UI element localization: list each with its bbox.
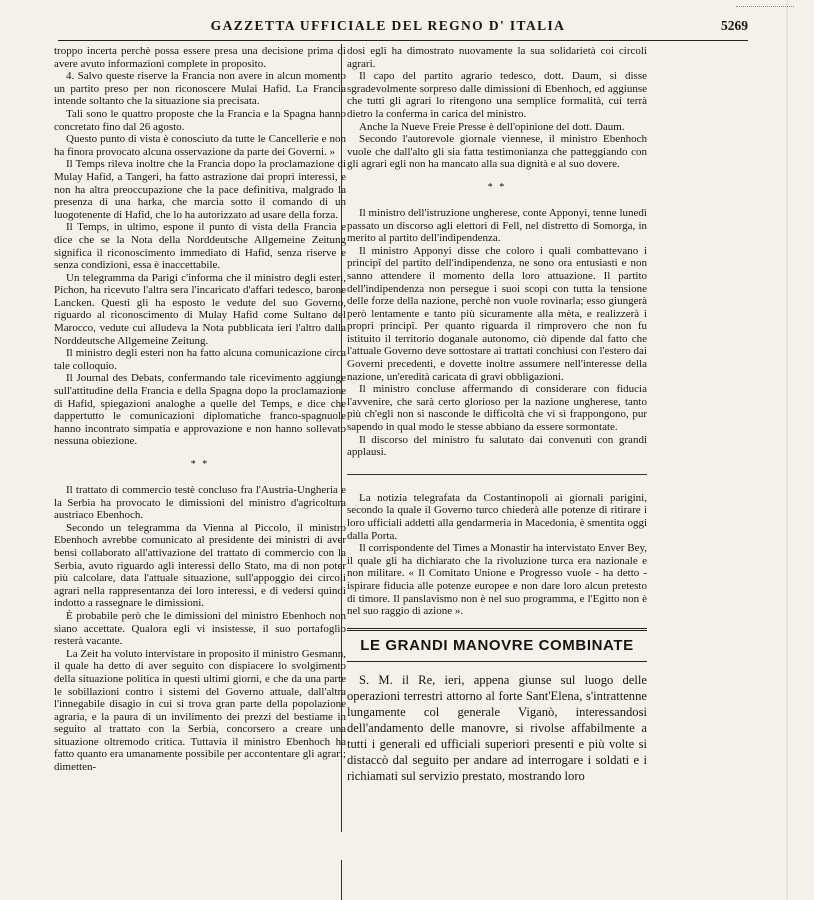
section-separator: * * xyxy=(487,181,507,193)
section-rule xyxy=(347,474,647,475)
column-divider-bottom xyxy=(341,860,342,900)
section-separator: * * xyxy=(190,459,210,470)
paragraph: Il capo del partito agrario tedesco, dott. Daum, si disse sgradevolmente sorpreso dalle dimissioni di Ebenhoch, ed aggiunse che tutti gli agrari lo ritengono una semplice formalità, cui terrà dietro la conferma in carica del ministro. xyxy=(347,70,647,120)
paragraph: 4. Salvo queste riserve la Francia non avere in alcun momento un partito preso per non riconoscere Mulai Hafid. La Francia intende soltanto che la situazione sia precisata. xyxy=(54,70,346,108)
paragraph: Il ministro Apponyi disse che coloro i quali combattevano i principî del partito dell'indipendenza, ne sono ora entusiasti e non sanno attendere il momento della loro attuazione. Il partito dell'indipendenza non persegue i suoi scopi con tutta la tensione delle forze della nazione, perchè non vuole rovinarla; esso giungerà però lentamente e tanto più sicuramente alla mèta, e realizzerà i propri principî. Per quanto riguarda il rimprovero che non fu istituito il territorio doganale autonomo, ciò dipende dal fatto che l'attuale Governo deve sottostare ai trattati conchiusi con l'estero dai Governi precedenti, e dovette inoltre assumere nell'interesse della nazione, un'eredità caricata di gravi obbligazioni. xyxy=(347,244,647,383)
paragraph: È probabile però che le dimissioni del ministro Ebenhoch non siano accettate. Qualora egli vi insistesse, il suo portafoglio resterà vacante. xyxy=(54,609,346,648)
heading-rule xyxy=(347,661,647,662)
paragraph: Un telegramma da Parigi c'informa che il ministro degli esteri, Pichon, ha ricevuto l'altra sera l'incaricato d'affari tedesco, barone Lancken. Questi gli ha esposto le vedute del suo Governo, riguardo al riconoscimento di Mulay Hafid come Sultano del Marocco, vedute cui alludeva la Nota pubblicata ieri l'altro dalla Norddeutsche Allgemeine Zeitung. xyxy=(54,271,346,347)
paragraph: Il ministro dell'istruzione ungherese, conte Apponyi, tenne lunedì passato un discorso agli elettori di Fell, nel distretto di Somorga, in merito al partito dell'indipendenza. xyxy=(347,206,647,245)
page-edge-shadow xyxy=(786,0,788,900)
section-heading: LE GRANDI MANOVRE COMBINATE xyxy=(360,636,634,654)
paragraph: S. M. il Re, ieri, appena giunse sul luogo delle operazioni terrestri attorno al forte Sant'Elena, s'intrattenne lungamente col generale Viganò, interessandosi dell'andamento delle manovre, si rivolse affabilmente a tutti i generali ed ufficiali superiori presenti e più volte si distaccò dal seguito per andare ad interrogare i soldati e i richiamati sul servizio prestato, mostrando loro xyxy=(347,672,647,783)
paragraph: Anche la Nueve Freie Presse è dell'opinione del dott. Daum. xyxy=(359,120,625,133)
paragraph: Il Journal des Debats, confermando tale ricevimento aggiunge sull'attitudine della Francia e della Spagna dopo la proclamazione di Hafid, spiegazioni analoghe a quelle del Temps, e dice che dappertutto le comunicazioni diplomatiche franco-spagnuole hanno incontrato simpatia e approvazione e non hanno sollevato nessuna obiezione. xyxy=(54,372,346,448)
left-column xyxy=(54,45,346,774)
paragraph: Il ministro degli esteri non ha fatto alcuna comunicazione circa tale colloquio. xyxy=(54,347,346,372)
paragraph: La notizia telegrafata da Costantinopoli ai giornali parigini, secondo la quale il Governo turco chiederà alle potenze di ritirare i loro ufficiali addetti alla gendarmeria in Macedonia, è smentita oggi dalla Porta. xyxy=(347,491,647,542)
paragraph: Secondo l'autorevole giornale viennese, il ministro Ebenhoch vuole che dall'alto gli sia fatta testimonianza che patteggiando con gli agrari egli non ha mancato alla sua dignità e al suo dovere. xyxy=(347,133,647,171)
paragraph: La Zeit ha voluto intervistare in proposito il ministro Gesmann, il quale ha detto di aver seguito con dispiacere lo svolgimento della situazione politica in questi ultimi giorni, e che da una parte le sobillazioni contro i sistemi del Governo attuale, dall'altra l'innegabile disagio in cui si trova gran parte della popolazione agraria, e la paura di un invilimento dei prezzi del bestiame in seguito al trattato con la Serbia, concorsero a creare una situazione oltremodo critica. Tuttavia il ministro Ebenhoch ha fatto quanto era umanamente possibile per accontentare gli agrari; dimetten- xyxy=(54,647,346,774)
paragraph: Il discorso del ministro fu salutato dai convenuti con grandi applausi. xyxy=(347,433,647,459)
paragraph: Il ministro concluse affermando di considerare con fiducia l'avvenire, che sarà certo glorioso per la nazione ungherese, tanto più ch'egli non si nasconde le difficoltà che vi si frappongono, pur sapendo in qual modo le stesse abbiano da essere sormontate. xyxy=(347,383,647,434)
header-rule xyxy=(58,40,748,41)
margin-mark xyxy=(736,6,794,15)
gazette-title: GAZZETTA UFFICIALE DEL REGNO D' ITALIA xyxy=(210,18,566,33)
page-header xyxy=(58,18,748,40)
right-column xyxy=(347,45,647,784)
paragraph: Questo punto di vista è conosciuto da tutte le Cancellerie e non ha finora provocato alcuna osservazione da parte dei Governi. » xyxy=(54,133,346,158)
paragraph: troppo incerta perchè possa essere presa una decisione prima di avere avuto informazioni complete in proposito. xyxy=(54,45,346,70)
paragraph: Il Temps, in ultimo, espone il punto di vista della Francia e dice che se la Nota della Norddeutsche Allgemeine Zeitung significa il riconoscimento immediato di Hafid, senza riserve e senza condizioni, essa è inaccettabile. xyxy=(54,221,346,272)
page-number: 5269 xyxy=(721,18,748,33)
paragraph: Secondo un telegramma da Vienna al Piccolo, il ministro Ebenhoch avrebbe comunicato al presidente dei ministri di aver bensì collaborato all'attivazione del trattato di commercio con la Serbia, avuto riguardo agli interessi dello Stato, ma di non poter più calcolare, data l'attuale situazione, sull'appoggio dei circoli agrari nella rappresentanza dei loro interessi, e di vedersi quindi indotto a rassegnare le dimissioni. xyxy=(54,521,346,610)
paragraph: Il Temps rileva inoltre che la Francia dopo la proclamazione di Mulay Hafid, a Tangeri, ha fatto astrazione dai propri interessi, e non ha altra preoccupazione che la pace definitiva, malgrado la presenza di una harka, che marcia sotto il comando di un luogotenente di Hafid, che lo ha autorizzato ad usare della forza. xyxy=(54,158,346,221)
paragraph: Tali sono le quattro proposte che la Francia e la Spagna hanno concretato fino dal 26 agosto. xyxy=(54,107,346,133)
paragraph: Il trattato di commercio testè concluso fra l'Austria-Ungheria e la Serbia ha provocato le dimissioni del ministro d'agricoltura austriaco Ebenhoch. xyxy=(54,484,346,522)
paragraph: Il corrispondente del Times a Monastir ha intervistato Enver Bey, il quale gli ha dichiarato che la rivoluzione turca era nazionale e non militare. « Il Comitato Unione e Progresso vuole - ha detto - ispirare fiducia alle potenze europee e non dare loro alcun pretesto di timore. Il panslavismo non è nel suo programma, e l'Egitto non è nel suo raggio di azione ». xyxy=(347,542,647,618)
section-double-rule xyxy=(347,628,647,631)
paragraph: dosi egli ha dimostrato nuovamente la sua solidarietà coi circoli agrari. xyxy=(347,45,647,70)
